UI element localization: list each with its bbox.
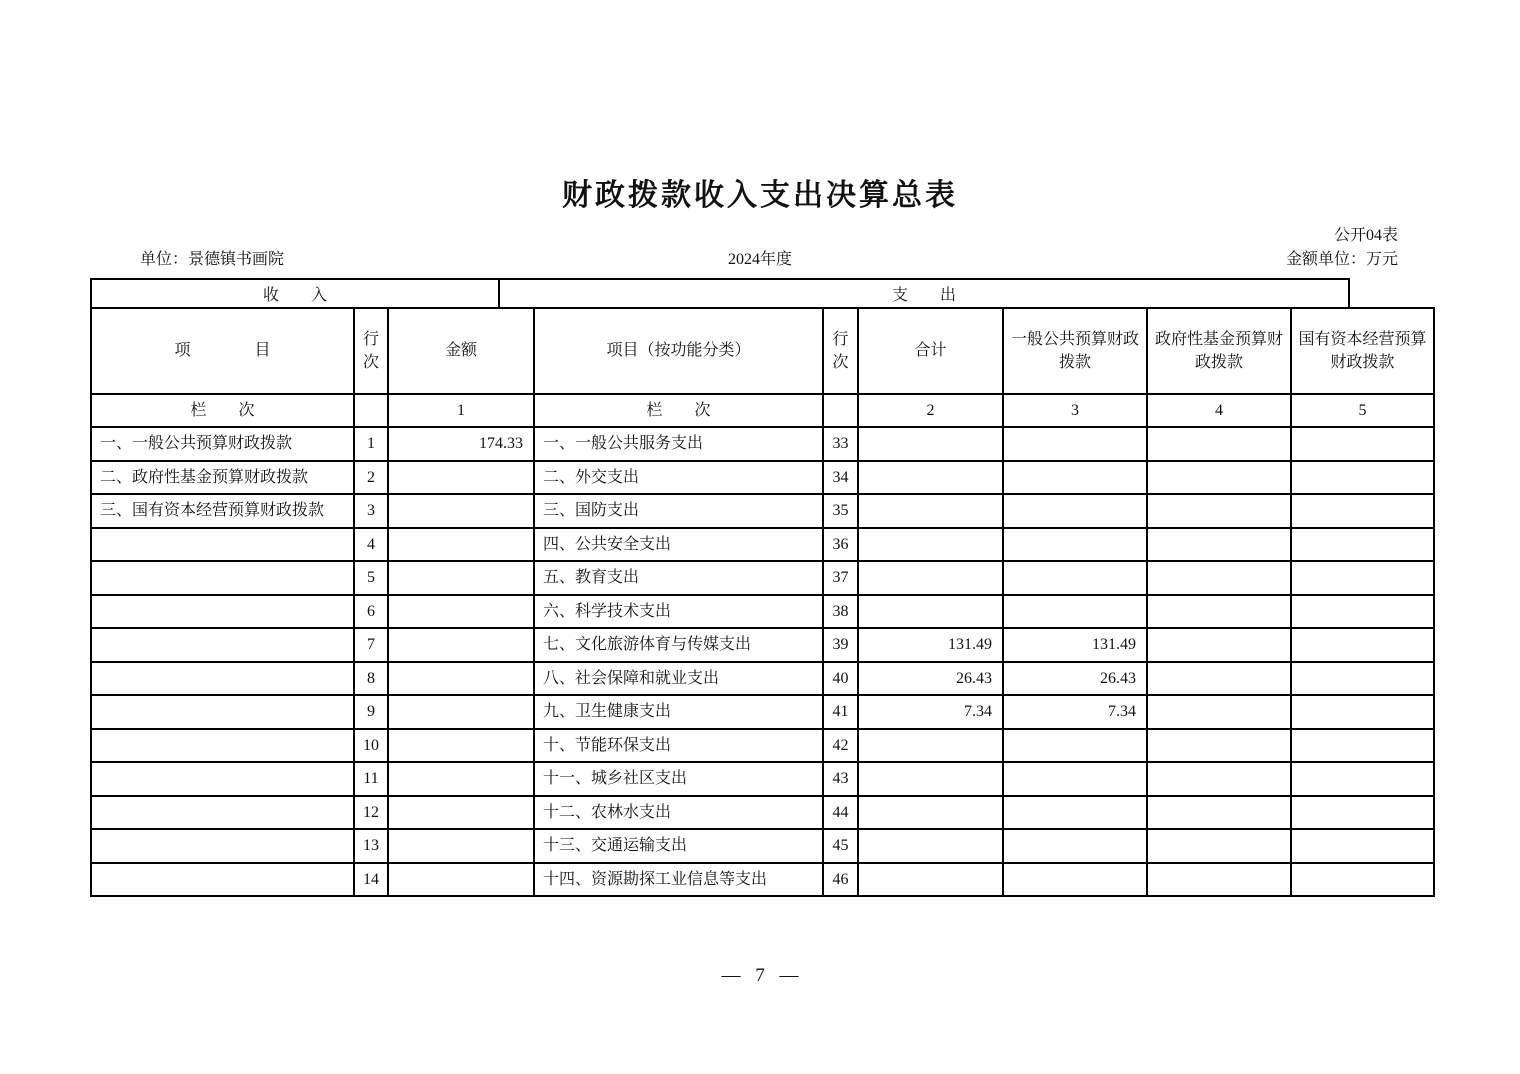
expenditure-row-no-cell: 36 (823, 528, 858, 562)
income-row-no-cell: 9 (354, 695, 388, 729)
state-capital-budget-cell (1291, 695, 1434, 729)
gov-fund-column-index: 4 (1147, 394, 1291, 427)
expenditure-item-cell: 十一、城乡社区支出 (534, 762, 823, 796)
general-public-budget-cell: 131.49 (1003, 628, 1147, 662)
page-title: 财政拨款收入支出决算总表 (562, 179, 958, 212)
amount-column-index: 1 (388, 394, 534, 427)
total-cell (858, 796, 1003, 830)
income-row-no-cell: 1 (354, 427, 388, 461)
income-row-no-cell: 10 (354, 729, 388, 763)
income-item-cell (91, 695, 354, 729)
gov-fund-budget-cell (1147, 695, 1291, 729)
gov-fund-budget-cell (1147, 729, 1291, 763)
income-column-index-label: 栏 次 (91, 394, 354, 427)
table-row (91, 863, 1434, 897)
general-public-budget-cell (1003, 494, 1147, 528)
total-cell (858, 829, 1003, 863)
income-amount-cell (388, 461, 534, 495)
general-public-budget-cell (1003, 427, 1147, 461)
income-row-no-cell: 8 (354, 662, 388, 696)
meta-row (0, 246, 1520, 268)
expenditure-column-index-label: 栏 次 (534, 394, 823, 427)
income-item-cell (91, 829, 354, 863)
expenditure-section-header: 支 出 (891, 287, 956, 304)
general-public-budget-cell (1003, 528, 1147, 562)
gov-fund-budget-cell (1147, 628, 1291, 662)
state-capital-budget-cell (1291, 528, 1434, 562)
general-public-budget-cell (1003, 561, 1147, 595)
income-amount-cell (388, 595, 534, 629)
income-item-cell (91, 595, 354, 629)
expenditure-row-no-cell: 41 (823, 695, 858, 729)
amount-unit-label: 金额单位：万元 (1285, 251, 1398, 268)
income-amount-cell (388, 829, 534, 863)
expenditure-row-no-cell: 33 (823, 427, 858, 461)
total-cell (858, 494, 1003, 528)
expenditure-item-cell: 十二、农林水支出 (534, 796, 823, 830)
expenditure-row-no-index (823, 394, 858, 427)
income-row-no-cell: 14 (354, 863, 388, 897)
total-cell: 7.34 (858, 695, 1003, 729)
gov-fund-budget-cell (1147, 662, 1291, 696)
general-public-budget-cell (1003, 796, 1147, 830)
expenditure-item-cell: 十、节能环保支出 (534, 729, 823, 763)
gov-fund-budget-cell (1147, 461, 1291, 495)
general-public-budget-header: 一般公共预算财政拨款 (1003, 308, 1147, 394)
income-item-cell (91, 796, 354, 830)
total-cell (858, 528, 1003, 562)
income-item-cell (91, 762, 354, 796)
total-cell (858, 762, 1003, 796)
table-header-row (91, 308, 1434, 394)
income-row-no-header: 行次 (354, 308, 388, 394)
gov-fund-budget-cell (1147, 528, 1291, 562)
total-cell (858, 729, 1003, 763)
expenditure-row-no-cell: 43 (823, 762, 858, 796)
state-capital-budget-cell (1291, 729, 1434, 763)
gov-fund-budget-cell (1147, 829, 1291, 863)
gov-fund-budget-cell (1147, 494, 1291, 528)
state-capital-budget-cell (1291, 796, 1434, 830)
total-cell (858, 863, 1003, 897)
expenditure-row-no-header: 行次 (823, 308, 858, 394)
form-code-label: 公开04表 (1333, 227, 1398, 244)
expenditure-item-cell: 十四、资源勘探工业信息等支出 (534, 863, 823, 897)
income-item-cell (91, 729, 354, 763)
state-capital-budget-cell (1291, 762, 1434, 796)
expenditure-row-no-cell: 35 (823, 494, 858, 528)
income-row-no-cell: 7 (354, 628, 388, 662)
income-row-no-cell: 5 (354, 561, 388, 595)
table-body (91, 427, 1434, 896)
income-row-no-cell: 6 (354, 595, 388, 629)
expenditure-item-header: 项目（按功能分类） (534, 308, 823, 394)
income-row-no-index (354, 394, 388, 427)
expenditure-item-cell: 六、科学技术支出 (534, 595, 823, 629)
table-row (91, 595, 1434, 629)
fiscal-year-label: 2024年度 (727, 251, 792, 268)
income-amount-cell (388, 796, 534, 830)
expenditure-row-no-cell: 34 (823, 461, 858, 495)
total-cell: 131.49 (858, 628, 1003, 662)
income-row-no-cell: 4 (354, 528, 388, 562)
income-row-no-cell: 3 (354, 494, 388, 528)
income-amount-cell (388, 628, 534, 662)
income-item-cell (91, 528, 354, 562)
reporting-unit-label: 单位：景德镇书画院 (140, 251, 285, 268)
table-row (91, 561, 1434, 595)
table-row (91, 695, 1434, 729)
expenditure-item-cell: 四、公共安全支出 (534, 528, 823, 562)
gov-fund-budget-cell (1147, 427, 1291, 461)
income-amount-cell (388, 528, 534, 562)
expenditure-item-cell: 十三、交通运输支出 (534, 829, 823, 863)
state-capital-budget-cell (1291, 628, 1434, 662)
expenditure-item-cell: 一、一般公共服务支出 (534, 427, 823, 461)
general-public-budget-cell (1003, 762, 1147, 796)
expenditure-item-cell: 二、外交支出 (534, 461, 823, 495)
fiscal-summary-table (90, 307, 1435, 897)
total-column-index: 2 (858, 394, 1003, 427)
income-item-cell: 一、一般公共预算财政拨款 (91, 427, 354, 461)
gov-fund-budget-cell (1147, 863, 1291, 897)
gov-fund-budget-cell (1147, 561, 1291, 595)
table-row (91, 528, 1434, 562)
general-public-budget-cell: 26.43 (1003, 662, 1147, 696)
amount-header: 金额 (388, 308, 534, 394)
income-item-cell (91, 863, 354, 897)
expenditure-row-no-cell: 39 (823, 628, 858, 662)
general-public-column-index: 3 (1003, 394, 1147, 427)
income-amount-cell (388, 695, 534, 729)
general-public-budget-cell (1003, 595, 1147, 629)
gov-fund-budget-cell (1147, 762, 1291, 796)
general-public-budget-cell (1003, 829, 1147, 863)
expenditure-row-no-cell: 42 (823, 729, 858, 763)
expenditure-row-no-cell: 44 (823, 796, 858, 830)
state-capital-budget-cell (1291, 494, 1434, 528)
income-amount-cell (388, 494, 534, 528)
table-row (91, 796, 1434, 830)
expenditure-row-no-cell: 37 (823, 561, 858, 595)
state-capital-column-index: 5 (1291, 394, 1434, 427)
state-capital-budget-cell (1291, 662, 1434, 696)
expenditure-row-no-cell: 46 (823, 863, 858, 897)
expenditure-row-no-cell: 45 (823, 829, 858, 863)
summary-table-wrap (90, 307, 1433, 897)
state-capital-budget-cell (1291, 829, 1434, 863)
expenditure-item-cell: 五、教育支出 (534, 561, 823, 595)
income-amount-cell (388, 561, 534, 595)
income-section-header: 收 入 (92, 280, 500, 307)
table-row (91, 829, 1434, 863)
total-cell (858, 461, 1003, 495)
table-row (91, 662, 1434, 696)
gov-fund-budget-cell (1147, 796, 1291, 830)
table-row (91, 762, 1434, 796)
total-cell (858, 561, 1003, 595)
state-capital-budget-cell (1291, 595, 1434, 629)
expenditure-item-cell: 七、文化旅游体育与传媒支出 (534, 628, 823, 662)
expenditure-row-no-cell: 40 (823, 662, 858, 696)
general-public-budget-cell: 7.34 (1003, 695, 1147, 729)
table-row (91, 427, 1434, 461)
expenditure-item-cell: 八、社会保障和就业支出 (534, 662, 823, 696)
income-amount-cell (388, 729, 534, 763)
expenditure-row-no-cell: 38 (823, 595, 858, 629)
state-capital-budget-cell (1291, 561, 1434, 595)
income-item-cell (91, 662, 354, 696)
income-item-cell: 二、政府性基金预算财政拨款 (91, 461, 354, 495)
total-cell (858, 427, 1003, 461)
general-public-budget-cell (1003, 863, 1147, 897)
table-row (91, 628, 1434, 662)
table-row (91, 729, 1434, 763)
table-row (91, 461, 1434, 495)
income-item-cell (91, 561, 354, 595)
income-amount-cell: 174.33 (388, 427, 534, 461)
income-amount-cell (388, 863, 534, 897)
income-row-no-cell: 12 (354, 796, 388, 830)
income-row-no-cell: 11 (354, 762, 388, 796)
income-row-no-cell: 2 (354, 461, 388, 495)
state-capital-budget-cell (1291, 461, 1434, 495)
section-banner (90, 278, 1350, 309)
state-capital-budget-cell (1291, 863, 1434, 897)
income-item-header: 项 目 (91, 308, 354, 394)
state-capital-budget-header: 国有资本经营预算财政拨款 (1291, 308, 1434, 394)
state-capital-budget-cell (1291, 427, 1434, 461)
income-amount-cell (388, 762, 534, 796)
total-cell (858, 595, 1003, 629)
expenditure-item-cell: 三、国防支出 (534, 494, 823, 528)
expenditure-item-cell: 九、卫生健康支出 (534, 695, 823, 729)
gov-fund-budget-cell (1147, 595, 1291, 629)
gov-fund-budget-header: 政府性基金预算财政拨款 (1147, 308, 1291, 394)
total-cell: 26.43 (858, 662, 1003, 696)
general-public-budget-cell (1003, 729, 1147, 763)
column-index-row (91, 394, 1434, 427)
page-number: — 7 — (721, 965, 799, 986)
income-amount-cell (388, 662, 534, 696)
total-header: 合计 (858, 308, 1003, 394)
income-item-cell (91, 628, 354, 662)
general-public-budget-cell (1003, 461, 1147, 495)
income-item-cell: 三、国有资本经营预算财政拨款 (91, 494, 354, 528)
table-row (91, 494, 1434, 528)
income-row-no-cell: 13 (354, 829, 388, 863)
